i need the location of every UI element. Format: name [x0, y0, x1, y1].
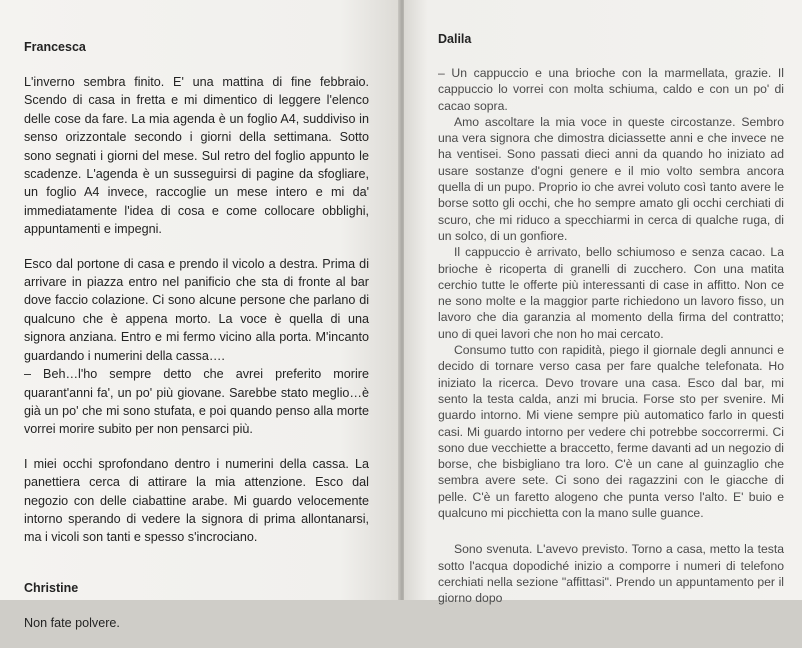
paragraph: Consumo tutto con rapidità, piego il giornale degli annunci e decido di tornare verso casa per fare qualche telefonata. Ho iniziato la ricerca. Devo trovare una casa. Esco dal bar, mi sento la testa calda, anzi mi brucia. Forse sto per svenire. Mi guardo intorno. Mi viene sempre più automatico farlo in questi casi. Mi guardo intorno per vedere chi potrebbe soccorrermi. Ci sono due vecchiette a braccetto, ferme davanti ad un negozio di borse, che bisbigliano tra loro. C'è un cane al guinzaglio che sembra avere sete. Ci sono dei ragazzini con le giacche di pelle. C'è un faretto alogeno che punta verso l'alto. E' buio e qualcuno mi picchietta con la mano sulle guance. [438, 343, 784, 521]
paragraph: Sono svenuta. L'avevo previsto. Torno a casa, metto la testa sotto l'acqua dopodiché inizio a comporre i numeri di telefono cerchiati nella sezione "affittasi". Prendo un appuntamento per il giorno dopo [438, 542, 784, 606]
right-page-text [438, 32, 784, 607]
paragraph: – Un cappuccio e una brioche con la marmellata, grazie. Il cappuccio lo vorrei con molta schiuma, caldo e con un po' di cacao sopra. [438, 66, 784, 113]
paragraph: I miei occhi sprofondano dentro i numerini della cassa. La panettiera cerca di attirare la mia attenzione. Esco dal negozio con delle ciabattine arabe. Mi guardo velocemente intorno sperando di vedere la signora di prima allontanarsi, ma i vicoli son tanti e spesso s'incrociano. [24, 456, 369, 545]
heading-francesca: Francesca [24, 40, 86, 54]
paragraph: Non fate polvere. [24, 615, 120, 630]
paragraph: – Beh…l'ho sempre detto che avrei preferito morire quarant'anni fa', un po' più giovane. Sarebbe stato meglio…è già un po' che mi sono stufata, e poi quando penso alla morte vorrei morire subito per non pensarci più. [24, 367, 369, 437]
paragraph: Esco dal portone di casa e prendo il vicolo a destra. Prima di arrivare in piazza entro nel panificio che sta di fronte al bar dove faccio colazione. Ci sono alcune persone che parlano di qualcuno che è appena morto. La voce è quella di una signora anziana. Entro e mi fermo vicino alla porta. M'incanto guardando i numerini della cassa…. [24, 256, 369, 363]
left-page-text [24, 40, 369, 648]
paragraph: L'inverno sembra finito. E' una mattina di fine febbraio. Scendo di casa in fretta e mi dimentico di leggere l'elenco delle cose da fare. La mia agenda è un foglio A4, suddiviso in senso orizzontale secondo i giorni della settimana. Sotto sono segnati i giorni del mese. Sul retro del foglio appunto le scadenze. L'agenda è un susseguirsi di pagine da sfogliare, un foglio A4 invece, raccoglie un mese intero e mi da' immediatamente l'idea di cosa e come collocare obblighi, appuntamenti e impegni. [24, 75, 369, 237]
paragraph: Amo ascoltare la mia voce in queste circostanze. Sembro una vera signora che dimostra diciassette anni e che invece ne ha ventisei. Sono passati dieci anni da quando ho iniziato ad usare sostanze d'ogni genere e il mio volto sembra ancora quella di un pupo. Proprio io che avrei voluto così tanto avere le borse sotto gli occhi, che ho sempre amato gli occhi cerchiati di scuro, che mi riduco a specchiarmi in cerca di qualche ruga, di un solco, di un gonfiore. [438, 114, 784, 243]
section-gap [24, 563, 369, 581]
heading-christine: Christine [24, 580, 79, 595]
left-page [0, 0, 400, 630]
paragraph: Il cappuccio è arrivato, bello schiumoso e senza cacao. La brioche è ricoperta di granelli di zucchero. Con una matita cerchio tutte le offerte più interessanti di case in affitto. Non ce ne sono molte e la maggior parte richiedono un lavoro fisso, un lavoro che dia garanzia al momento della firma del contratto; uno di quei lavori che non ho mai cercato. [438, 245, 784, 341]
heading-dalila: Dalila [438, 32, 472, 46]
right-page [404, 0, 802, 606]
